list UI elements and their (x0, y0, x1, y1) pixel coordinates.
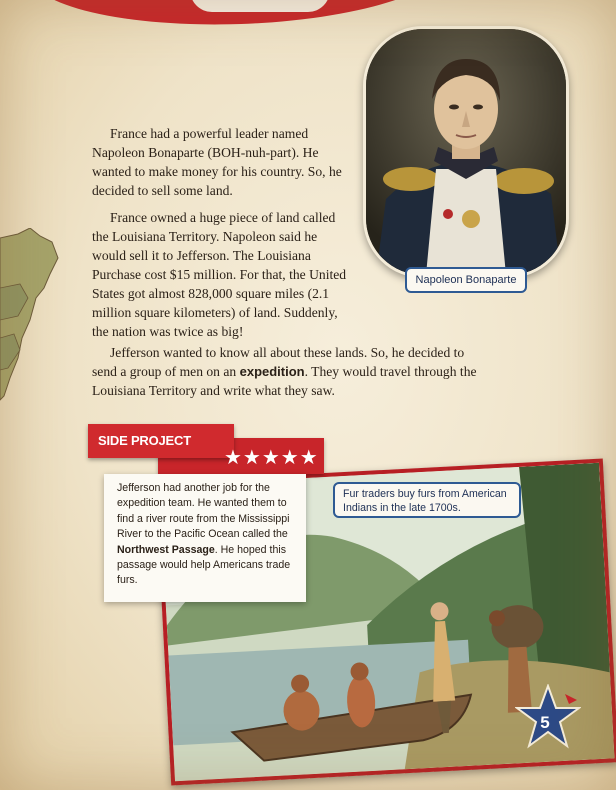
us-map-fragment (0, 228, 62, 408)
page-number: 5 (540, 713, 550, 732)
text-run: . They would travel through the Louisiana Territory and write what they saw. (92, 364, 477, 398)
text-run: Jefferson had another job for the expedition team. He wanted them to find a river route from the Mississippi River to the Pacific Ocean called the (117, 482, 290, 541)
portrait-caption: Napoleon Bonaparte (405, 267, 527, 293)
napoleon-portrait (363, 26, 563, 272)
paragraph-napoleon (92, 124, 352, 200)
napoleon-engraving-image (366, 29, 566, 275)
top-banner-white-stripe (190, 0, 330, 12)
side-project-text (117, 481, 299, 589)
paragraph-louisiana (92, 208, 354, 341)
paragraph-expedition (92, 343, 492, 400)
illustration-caption: Fur traders buy furs from American Indians in the late 1700s. (333, 482, 521, 518)
paragraph-text: France owned a huge piece of land called the Louisiana Territory. Napoleon said he would sell it to Jefferson. The Louisiana Purchase cost $15 million. For that, the United States got almost 828,000 square miles (2.1 million square kilometers) of land. Suddenly, the nation was twice as big! (92, 210, 347, 339)
glossary-term: expedition (239, 364, 305, 379)
paragraph-text: France had a powerful leader named Napoleon Bonaparte (BOH-nuh-part). He wanted to make money for his country. So, he decided to sell some land. (92, 126, 342, 198)
text-run: Jefferson wanted to know all about these lands. So, he decided to send a group of men on an (92, 345, 465, 379)
paragraph-text (92, 343, 492, 400)
text-run: . He hoped this passage would help Americans trade furs. (117, 543, 291, 587)
side-project-title: SIDE PROJECT (88, 424, 234, 458)
star-rating-icons: ★★★★★ (224, 445, 319, 469)
glossary-term: Northwest Passage (117, 543, 215, 556)
